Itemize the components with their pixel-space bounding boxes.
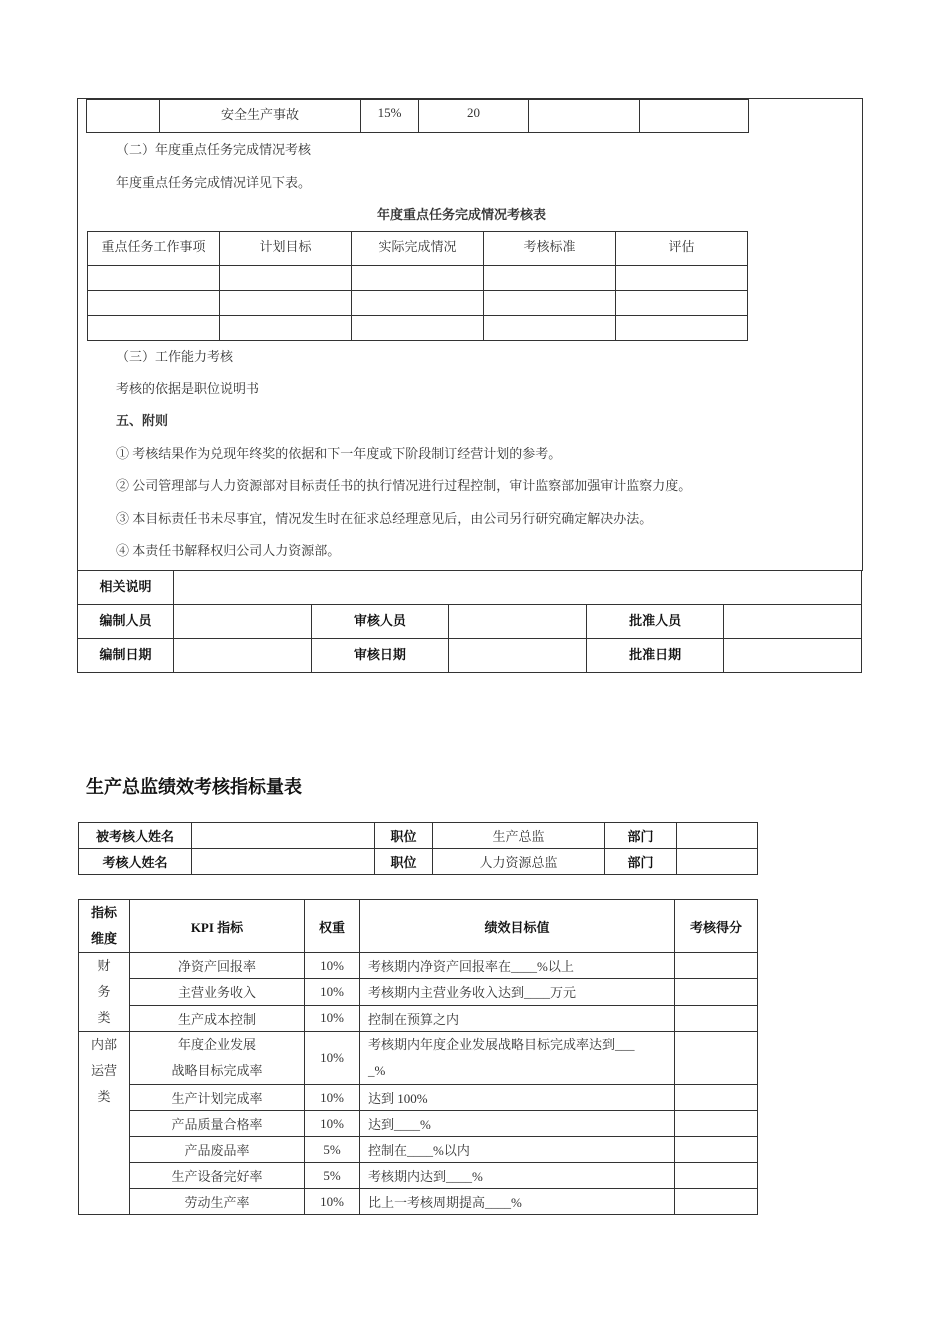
table-row xyxy=(79,1111,758,1137)
kpi-score xyxy=(675,1163,758,1189)
safety-weight: 15% xyxy=(361,100,419,133)
kpi-weight: 10% xyxy=(305,1085,360,1111)
empty-cell xyxy=(87,100,160,133)
kpi-target: 考核期内达到____% xyxy=(360,1163,675,1189)
group-operations-line: 内部 xyxy=(90,1037,117,1052)
kpi-target: 控制在____%以内 xyxy=(360,1137,675,1163)
table-row xyxy=(79,823,758,849)
assessee-position: 生产总监 xyxy=(433,823,605,849)
kpi-name: 产品质量合格率 xyxy=(130,1111,305,1137)
kpi-name-line: 战略目标完成率 xyxy=(171,1063,263,1078)
assessee-name-value xyxy=(192,823,375,849)
assessor-position: 人力资源总监 xyxy=(433,849,605,875)
kpi-weight: 10% xyxy=(305,1032,360,1085)
key-task-table-title: 年度重点任务完成情况考核表 xyxy=(377,207,547,222)
kpi-target: 考核期内主营业务收入达到____万元 xyxy=(360,979,675,1005)
kpi-weight: 5% xyxy=(305,1163,360,1189)
section2-text: 年度重点任务完成情况详见下表。 xyxy=(116,175,312,190)
kpi-name xyxy=(130,1032,305,1085)
prepared-date-label: 编制日期 xyxy=(78,639,174,673)
table-row xyxy=(79,1189,758,1215)
dept-label: 部门 xyxy=(605,823,677,849)
approved-by-label: 批准人员 xyxy=(586,605,724,639)
table-row xyxy=(88,291,748,316)
header-evaluation: 评估 xyxy=(616,232,748,266)
kpi-name: 生产成本控制 xyxy=(130,1005,305,1031)
reviewed-by-label: 审核人员 xyxy=(311,605,449,639)
kpi-name: 生产计划完成率 xyxy=(130,1085,305,1111)
assessor-dept-value xyxy=(677,849,758,875)
table-row xyxy=(79,1163,758,1189)
section3-heading: （三）工作能力考核 xyxy=(116,349,234,364)
empty-cell xyxy=(529,100,640,133)
header-weight: 权重 xyxy=(305,900,360,953)
table-row xyxy=(79,1005,758,1031)
position-label: 职位 xyxy=(375,823,433,849)
prepared-date-value xyxy=(174,639,312,673)
safety-score: 20 xyxy=(419,100,529,133)
assessee-info-table xyxy=(78,822,758,875)
header-dimension xyxy=(79,900,130,953)
related-notes-value xyxy=(174,571,862,605)
kpi-name: 产品废品率 xyxy=(130,1137,305,1163)
kpi-target: 考核期内净资产回报率在____%以上 xyxy=(360,953,675,979)
kpi-name: 生产设备完好率 xyxy=(130,1163,305,1189)
kpi-target xyxy=(360,1032,675,1085)
kpi-weight: 10% xyxy=(305,1005,360,1031)
approved-date-value xyxy=(724,639,862,673)
header-standard: 考核标准 xyxy=(484,232,616,266)
reviewed-date-value xyxy=(449,639,587,673)
kpi-weight: 10% xyxy=(305,1189,360,1215)
group-operations-line: 类 xyxy=(97,1089,111,1104)
appendix-item-2: ② 公司管理部与人力资源部对目标责任书的执行情况进行过程控制，审计监察部加强审计监察力度。 xyxy=(116,478,692,493)
kpi-name: 劳动生产率 xyxy=(130,1189,305,1215)
header-score: 考核得分 xyxy=(675,900,758,953)
kpi-score xyxy=(675,1005,758,1031)
table-row xyxy=(88,316,748,341)
kpi-table xyxy=(78,899,758,1215)
table-row xyxy=(79,849,758,875)
key-task-table xyxy=(87,231,748,341)
header-plan: 计划目标 xyxy=(220,232,352,266)
group-finance-char: 务 xyxy=(97,984,111,999)
section2-heading: （二）年度重点任务完成情况考核 xyxy=(116,142,312,157)
table-header-row xyxy=(88,232,748,266)
table-row xyxy=(79,953,758,979)
kpi-score xyxy=(675,1032,758,1085)
appendix-item-3: ③ 本目标责任书未尽事宜，情况发生时在征求总经理意见后，由公司另行研究确定解决办法。 xyxy=(116,511,653,526)
header-actual: 实际完成情况 xyxy=(352,232,484,266)
group-finance xyxy=(79,953,130,1032)
table-header-row xyxy=(79,900,758,953)
related-notes-label: 相关说明 xyxy=(78,571,174,605)
kpi-score xyxy=(675,953,758,979)
assessee-dept-value xyxy=(677,823,758,849)
signoff-table xyxy=(77,570,862,673)
table-row xyxy=(78,571,862,605)
page-title: 生产总监绩效考核指标量表 xyxy=(86,777,302,797)
kpi-target: 达到 100% xyxy=(360,1085,675,1111)
appendix-item-4: ④ 本责任书解释权归公司人力资源部。 xyxy=(116,543,341,558)
position-label: 职位 xyxy=(375,849,433,875)
header-kpi: KPI 指标 xyxy=(130,900,305,953)
kpi-target: 比上一考核周期提高____% xyxy=(360,1189,675,1215)
table-row xyxy=(78,605,862,639)
assessee-name-label: 被考核人姓名 xyxy=(79,823,192,849)
section5-heading: 五、附则 xyxy=(116,413,169,428)
safety-row-table xyxy=(86,99,749,133)
kpi-name: 主营业务收入 xyxy=(130,979,305,1005)
table-row xyxy=(79,1032,758,1085)
group-operations xyxy=(79,1032,130,1215)
appendix-item-1: ① 考核结果作为兑现年终奖的依据和下一年度或下阶段制订经营计划的参考。 xyxy=(116,446,562,461)
header-task: 重点任务工作事项 xyxy=(88,232,220,266)
table-row xyxy=(79,1085,758,1111)
assessor-name-value xyxy=(192,849,375,875)
header-target: 绩效目标值 xyxy=(360,900,675,953)
kpi-target: 控制在预算之内 xyxy=(360,1005,675,1031)
approved-by-value xyxy=(724,605,862,639)
kpi-name: 净资产回报率 xyxy=(130,953,305,979)
table-row xyxy=(79,979,758,1005)
group-finance-char: 类 xyxy=(97,1010,111,1025)
assessor-name-label: 考核人姓名 xyxy=(79,849,192,875)
kpi-target: 达到____% xyxy=(360,1111,675,1137)
header-dimension-line2: 维度 xyxy=(90,931,117,946)
kpi-score xyxy=(675,979,758,1005)
group-operations-line: 运营 xyxy=(90,1063,117,1078)
empty-cell xyxy=(640,100,749,133)
kpi-target-line: 考核期内年度企业发展战略目标完成率达到___ xyxy=(368,1037,635,1052)
kpi-weight: 10% xyxy=(305,979,360,1005)
kpi-weight: 10% xyxy=(305,953,360,979)
kpi-weight: 10% xyxy=(305,1111,360,1137)
prepared-by-label: 编制人员 xyxy=(78,605,174,639)
safety-item: 安全生产事故 xyxy=(160,100,361,133)
group-finance-char: 财 xyxy=(97,958,111,973)
reviewed-by-value xyxy=(449,605,587,639)
kpi-score xyxy=(675,1189,758,1215)
table-row xyxy=(78,639,862,673)
header-dimension-line1: 指标 xyxy=(90,905,117,920)
table-row xyxy=(88,266,748,291)
table-row xyxy=(87,100,749,133)
dept-label: 部门 xyxy=(605,849,677,875)
kpi-score xyxy=(675,1085,758,1111)
prepared-by-value xyxy=(174,605,312,639)
approved-date-label: 批准日期 xyxy=(586,639,724,673)
kpi-score xyxy=(675,1137,758,1163)
kpi-name-line: 年度企业发展 xyxy=(177,1037,256,1052)
table-row xyxy=(79,1137,758,1163)
section3-text: 考核的依据是职位说明书 xyxy=(116,381,260,396)
kpi-weight: 5% xyxy=(305,1137,360,1163)
reviewed-date-label: 审核日期 xyxy=(311,639,449,673)
kpi-target-line: _% xyxy=(368,1063,386,1078)
kpi-score xyxy=(675,1111,758,1137)
